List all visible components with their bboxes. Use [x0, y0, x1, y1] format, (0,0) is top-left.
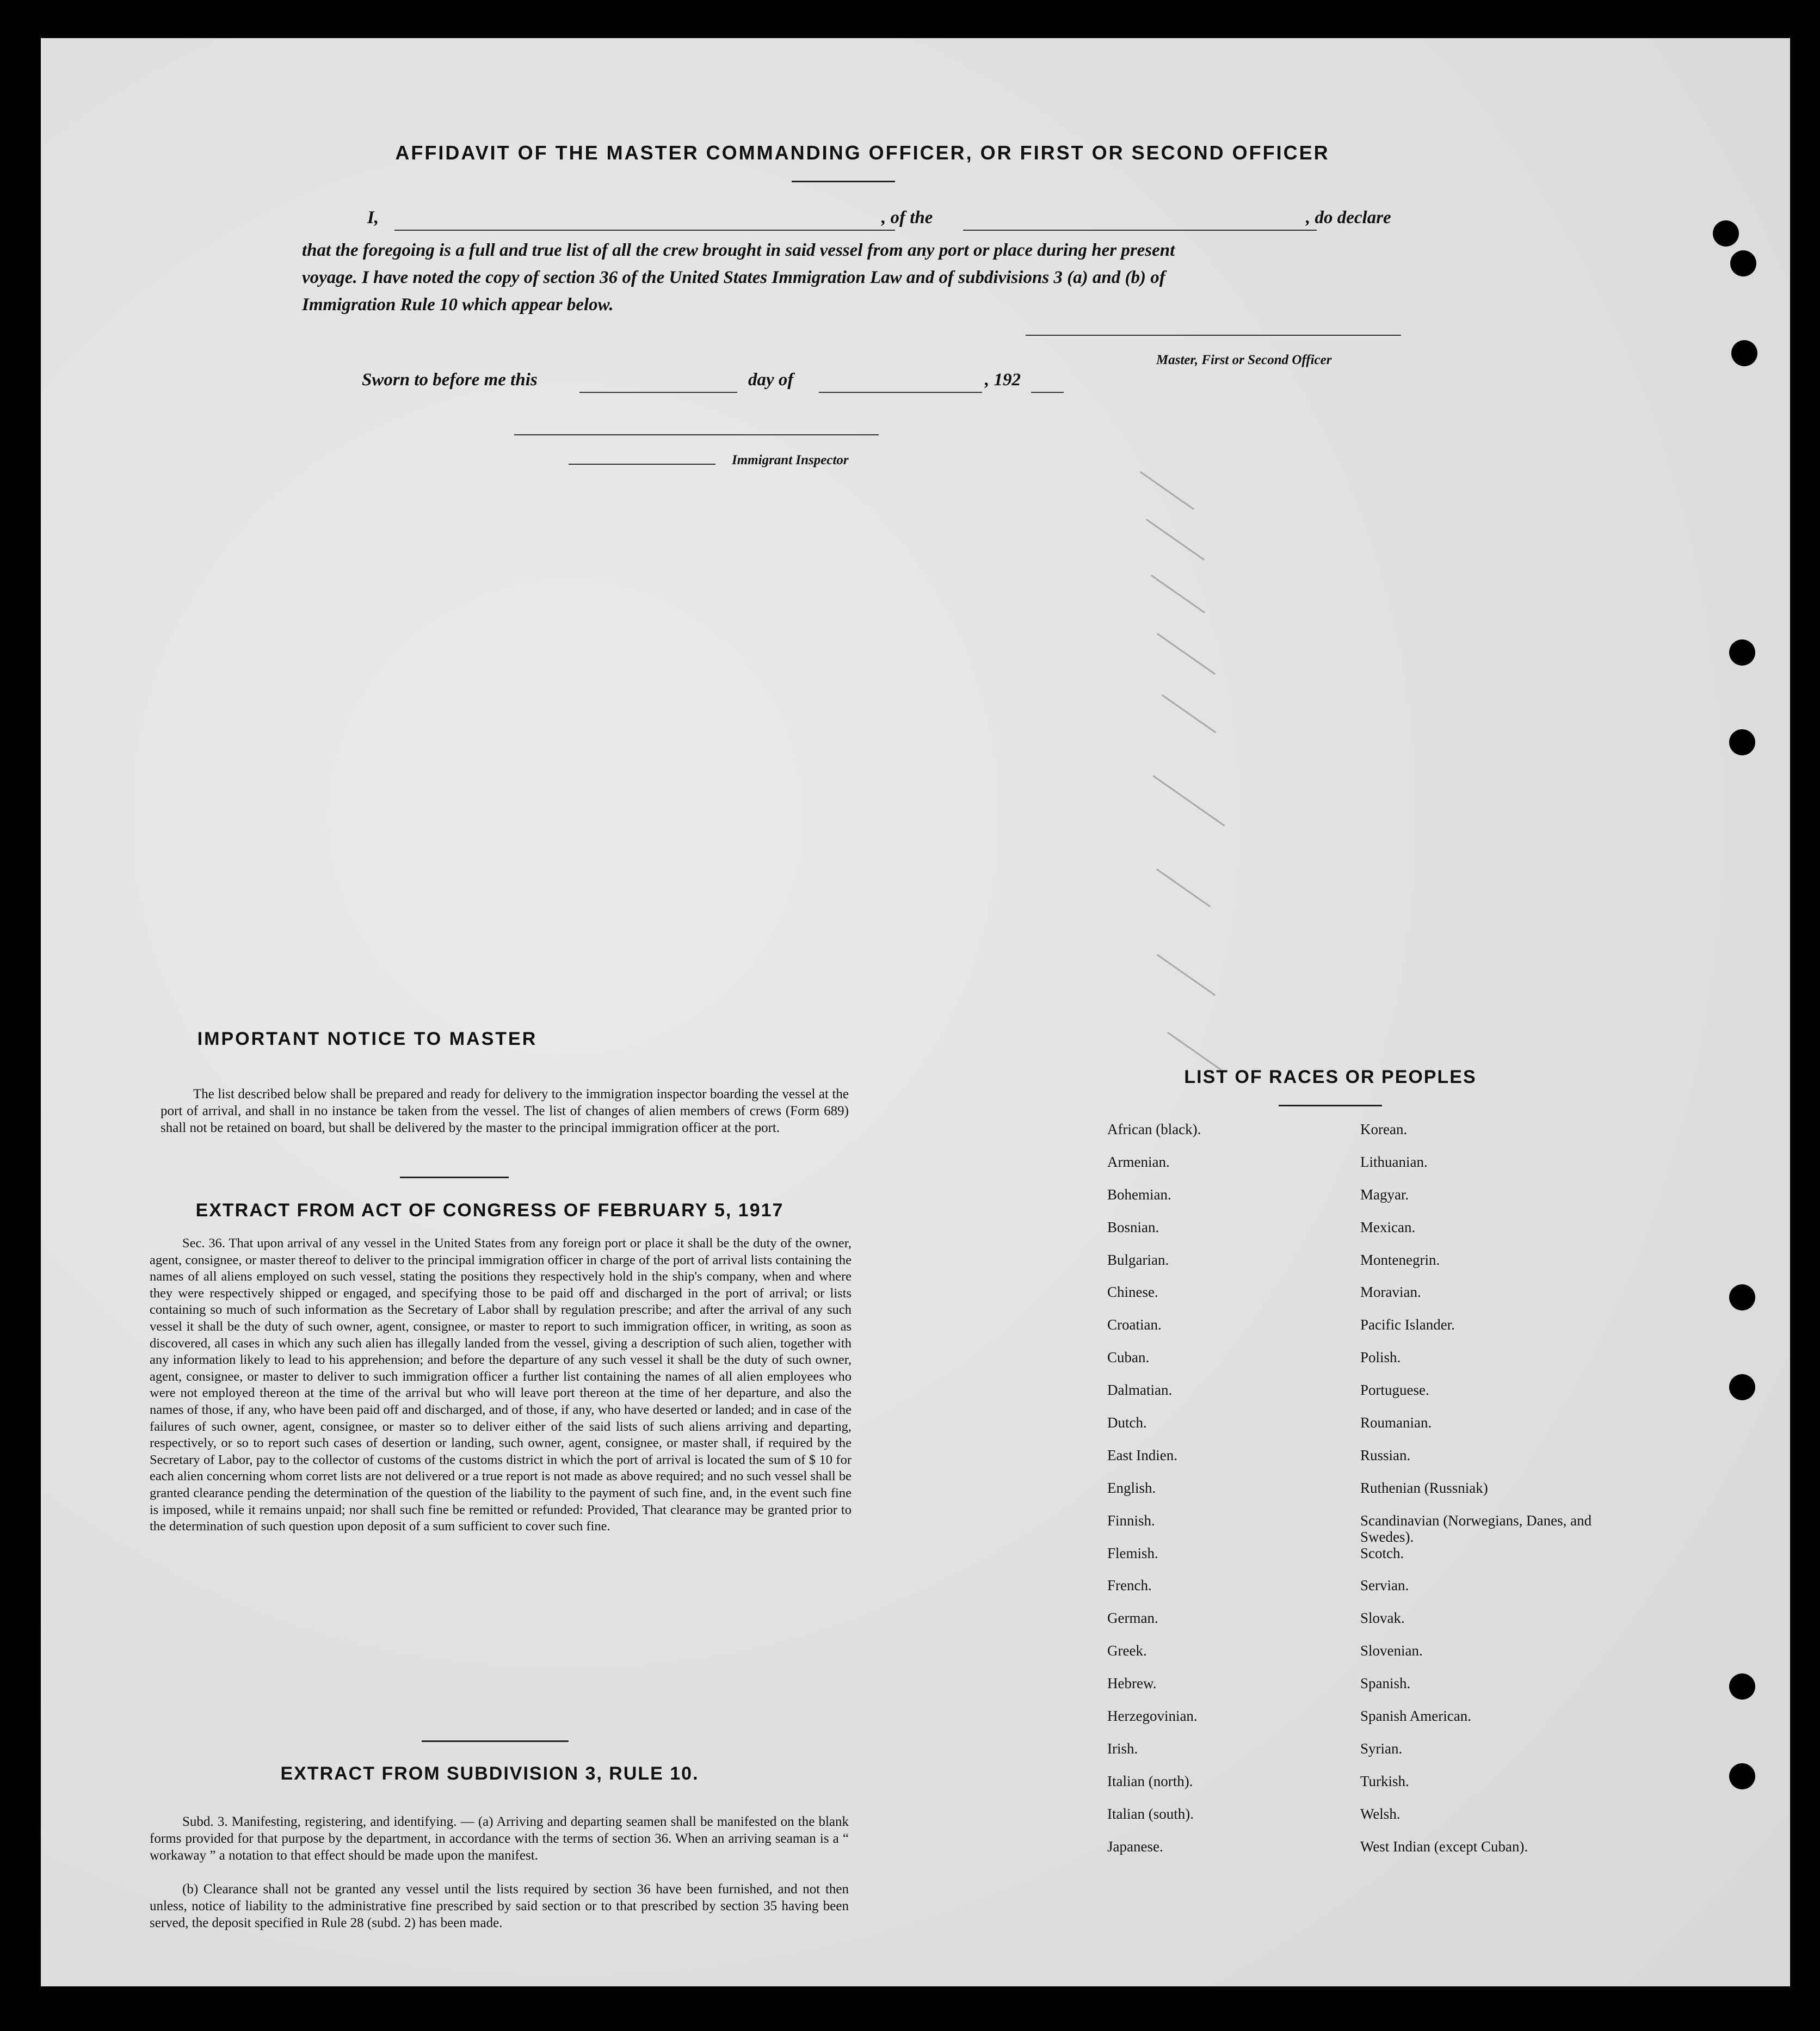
race-item: Spanish. — [1360, 1675, 1411, 1692]
punch-hole — [1729, 1763, 1755, 1789]
race-item: Pacific Islander. — [1360, 1316, 1455, 1333]
divider — [400, 1177, 509, 1178]
race-item: Korean. — [1360, 1121, 1408, 1137]
inspector-signature-line[interactable] — [514, 434, 879, 435]
race-item: Irish. — [1107, 1740, 1138, 1757]
act-text: Sec. 36. That upon arrival of any vessel in the United States from any foreign port or place it shall be the duty of the owner, agent, consignee, or master thereof to deliver to the principal immigration officer in charge of the port of arrival lists containing the names of all aliens employed on such vessel, stating the positions they respectively hold in the ship's company, when and where they were respectively shipped or engaged, and specifying those to be paid off and discharged in the port of arrival; or lists containing so much of such information as the Secretary of Labor shall by regulation prescribe; and after the arrival of any such vessel it shall be the duty of such owner, agent, consignee, or master to report to such immigration officer, in writing, as soon as discovered, all cases in which any such alien has illegally landed from the vessel, giving a description of such alien, together with any information likely to lead to his apprehension; and before the departure of any such vessel it shall be the duty of such owner, agent, consignee, or master to deliver to such immigration officer a further list containing the names of all alien employees who were not employed thereon at the time of the arrival but who will leave port thereon at the time of her departure, and also the names of those, if any, who have been paid off and discharged, and of those, if any, who have deserted or landed; and in case of the failures of such owner, agent, consignee, or master so to deliver either of the said lists of such aliens arriving and departing, respectively, or so to report such cases of desertion or landing, such owner, agent, consignee, or master shall, if required by the Secretary of Labor, pay to the collector of customs of the customs district in which the port of arrival is located the sum of $ 10 for each alien concerning whom corret lists are not delivered or a true report is not made as above required; and no such vessel shall be granted clearance pending the determination of the question of the liability to the payment of such fine, and, in the event such fine is imposed, while it remains unpaid; nor shall such fine be remitted or refunded: Provided, That clearance may be granted prior to the determination of such question upon deposit of a sum sufficient to cover such fine. — [150, 1236, 852, 1534]
race-item: Chinese. — [1107, 1284, 1158, 1301]
rule-title: EXTRACT FROM SUBDIVISION 3, RULE 10. — [280, 1763, 699, 1784]
race-item: Ruthenian (Russniak) — [1360, 1479, 1488, 1496]
sworn-day-blank[interactable] — [579, 392, 737, 393]
race-item: Italian (north). — [1107, 1772, 1193, 1789]
race-item: Slovenian. — [1360, 1642, 1423, 1659]
race-item: Slovak. — [1360, 1610, 1405, 1627]
race-item: Servian. — [1360, 1577, 1409, 1594]
race-item: Italian (south). — [1107, 1805, 1194, 1822]
race-item: Turkish. — [1360, 1772, 1409, 1789]
affidavit-body-line: Immigration Rule 10 which appear below. — [302, 295, 614, 315]
punch-hole — [1729, 639, 1755, 666]
race-item: Bohemian. — [1107, 1186, 1171, 1203]
race-item: English. — [1107, 1479, 1156, 1496]
race-item: Russian. — [1360, 1447, 1411, 1463]
race-item: Finnish. — [1107, 1512, 1155, 1529]
punch-hole — [1729, 1284, 1755, 1310]
divider — [1279, 1105, 1382, 1106]
race-item: Welsh. — [1360, 1805, 1401, 1822]
inspector-name-line[interactable] — [569, 464, 715, 465]
form-sheet — [41, 38, 1790, 1986]
affidavit-title: AFFIDAVIT OF THE MASTER COMMANDING OFFICER, OR FIRST OR SECOND OFFICER — [395, 141, 1330, 164]
race-item: Polish. — [1360, 1349, 1401, 1366]
races-left-column — [1107, 1121, 1314, 1870]
sworn-label: Sworn to before me this — [362, 370, 538, 390]
race-item: Hebrew. — [1107, 1675, 1157, 1692]
rule-para-b: (b) Clearance shall not be granted any vessel until the lists required by section 36 have been furnished, and not then unless, notice of liability to the administrative fine prescribed by said section or to that prescribed by section 35 having been served, the deposit specified in Rule 28 (subd. 2) has been made. — [150, 1882, 849, 1930]
race-item: African (black). — [1107, 1121, 1201, 1137]
race-item: Armenian. — [1107, 1153, 1170, 1170]
affidavit-body-line: that the foregoing is a full and true list of all the crew brought in said vessel from any port or place during her present — [302, 241, 1175, 260]
divider — [792, 181, 895, 182]
notice-title: IMPORTANT NOTICE TO MASTER — [197, 1029, 538, 1049]
act-title: EXTRACT FROM ACT OF CONGRESS OF FEBRUARY 5, 1917 — [195, 1200, 784, 1221]
race-item: Syrian. — [1360, 1740, 1403, 1757]
signature-label: Master, First or Second Officer — [1156, 353, 1332, 367]
punch-hole — [1713, 220, 1739, 247]
signature-line[interactable] — [1026, 335, 1401, 336]
inspector-label: Immigrant Inspector — [732, 453, 849, 467]
race-item: Dalmatian. — [1107, 1382, 1173, 1399]
race-item: Mexican. — [1360, 1218, 1416, 1235]
punch-hole — [1729, 1374, 1755, 1400]
race-item: East Indien. — [1107, 1447, 1177, 1463]
race-item: French. — [1107, 1577, 1152, 1594]
race-item: Croatian. — [1107, 1316, 1162, 1333]
divider — [422, 1740, 569, 1742]
race-item: West Indian (except Cuban). — [1360, 1838, 1528, 1855]
notice-text: The list described below shall be prepared and ready for delivery to the immigration inspector boarding the vessel at the port of arrival, and shall in no instance be taken from the vessel. The list of changes of alien members of crews (Form 689) shall not be retained on board, but shall be delivered by the master to the principal immigration officer at the port. — [161, 1087, 849, 1135]
sworn-month-blank[interactable] — [819, 392, 982, 393]
name-blank[interactable] — [394, 230, 895, 231]
race-item: Scandinavian (Norwegians, Danes, and Swedes). — [1360, 1512, 1592, 1545]
race-item: Herzegovinian. — [1107, 1708, 1198, 1725]
punch-hole — [1729, 729, 1755, 755]
race-item: Roumanian. — [1360, 1414, 1432, 1431]
affidavit-line1-i: I, — [367, 208, 379, 227]
race-item: Flemish. — [1107, 1544, 1158, 1561]
affidavit-body — [302, 237, 1445, 318]
rule-para-a: Subd. 3. Manifesting, registering, and identifying. — (a) Arriving and departing seamen shall be manifested on the blank forms provided for that purpose by the department, in accordance with the terms of section 36. When an arriving seaman is a “ workaway ” a notation to that effect should be made upon the manifest. — [150, 1814, 849, 1863]
race-item: Bulgarian. — [1107, 1251, 1169, 1268]
race-item: German. — [1107, 1610, 1158, 1627]
race-item: Spanish American. — [1360, 1708, 1471, 1725]
race-item: Bosnian. — [1107, 1218, 1159, 1235]
race-item: Moravian. — [1360, 1284, 1421, 1301]
affidavit-line1-declare: , do declare — [1306, 208, 1391, 227]
race-item: Montenegrin. — [1360, 1251, 1440, 1268]
race-item: Scotch. — [1360, 1544, 1404, 1561]
races-title: LIST OF RACES OR PEOPLES — [1184, 1067, 1477, 1087]
race-item: Greek. — [1107, 1642, 1147, 1659]
race-item: Magyar. — [1360, 1186, 1409, 1203]
races-right-column — [1360, 1121, 1616, 1870]
race-item: Japanese. — [1107, 1838, 1163, 1855]
punch-hole — [1729, 1673, 1755, 1700]
day-of-label: day of — [748, 370, 794, 390]
race-item: Portuguese. — [1360, 1382, 1429, 1399]
punch-hole — [1730, 250, 1756, 276]
race-item: Lithuanian. — [1360, 1153, 1428, 1170]
race-item: Dutch. — [1107, 1414, 1147, 1431]
race-item: Cuban. — [1107, 1349, 1150, 1366]
affidavit-line1-of-the: , of the — [881, 208, 933, 227]
year-label: , 192 — [985, 370, 1021, 390]
affidavit-body-line: voyage. I have noted the copy of section 36 of the United States Immigration Law and of subdivisions 3 (a) and (b) of — [302, 268, 1165, 287]
vessel-blank[interactable] — [963, 230, 1317, 231]
year-blank[interactable] — [1031, 392, 1064, 393]
punch-hole — [1731, 340, 1757, 366]
